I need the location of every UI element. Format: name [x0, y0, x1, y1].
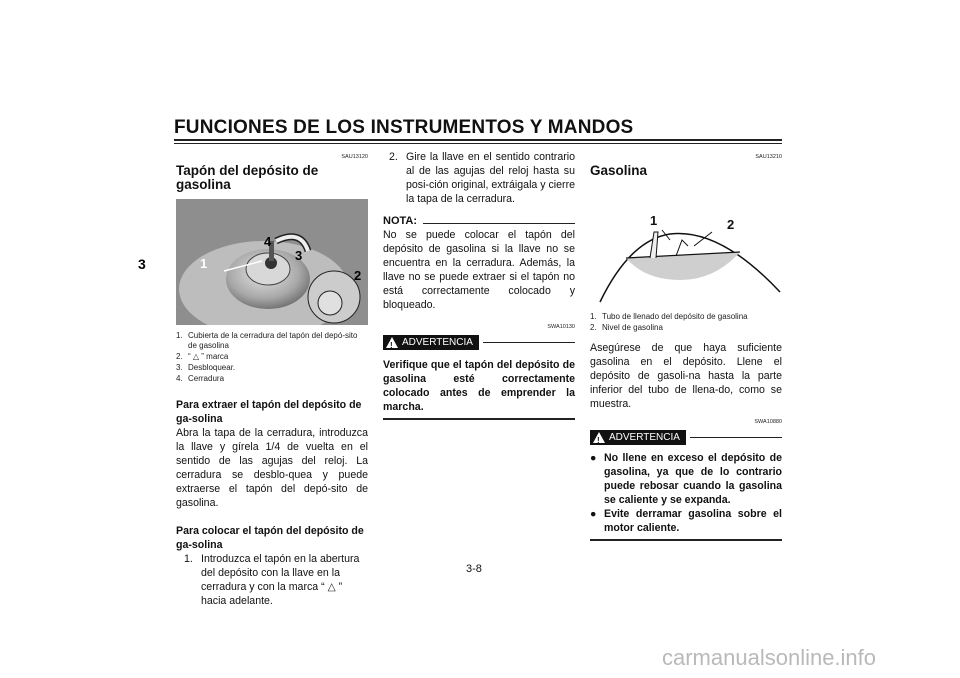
subheading-remove-cap: Para extraer el tapón del depósito de ga-solina — [176, 399, 362, 425]
note-heading: NOTA: — [383, 214, 575, 228]
section-code: SAU13210 — [755, 154, 782, 160]
caption-item: 4. Cerradura — [176, 374, 225, 383]
column-instructions — [383, 150, 575, 420]
figure-label-2: 2 — [727, 217, 735, 232]
section-title: Tapón del depósito de gasolina — [176, 163, 319, 192]
header-rule — [174, 139, 782, 141]
paragraph-remove-cap: Abra la tapa de la cerradura, introduzca la llave y gírela 1/4 de vuelta en el sentido de las agujas del reloj. La cerradura se desblo-quea y puede extraerse el tapón del depó-sito de gasolina. — [176, 427, 368, 509]
caption-item: 3. Desbloquear. — [176, 363, 236, 372]
warning-badge: ! ADVERTENCIA — [590, 430, 686, 445]
caption-item: 2. Nivel de gasolina — [590, 323, 663, 332]
warning-code: SWA10130 — [547, 324, 575, 330]
column-gasoline — [590, 150, 782, 541]
watermark: carmanualsonline.info — [662, 645, 877, 670]
warning-code: SWA10880 — [754, 419, 782, 425]
warning-heading — [590, 430, 782, 445]
warning-bullets — [590, 451, 782, 535]
column-fuel-cap — [176, 150, 368, 608]
step-2: 2. Gire la llave en el sentido contrario al de las agujas del reloj hasta su posi-ción original, extráigala y cierre la tapa de la cerradura. — [389, 151, 575, 205]
warning-end-rule — [383, 418, 575, 420]
section-title: Gasolina — [590, 163, 648, 178]
fuel-level-figure — [590, 184, 782, 308]
fuel-cap-figure — [176, 199, 368, 325]
figure-label-4: 4 — [264, 234, 272, 249]
fuel-tank-illustration — [590, 184, 782, 308]
caption-item: 1. Cubierta de la cerradura del tapón del depó-sito de gasolina — [176, 331, 358, 350]
note-text: No se puede colocar el tapón del depósito de gasolina si la llave no se encuentra en la cerradura. Además, la llave no se puede extraer si el tapón no está correctamente colocado y bloqueado. — [383, 229, 575, 311]
page-header-title: FUNCIONES DE LOS INSTRUMENTOS Y MANDOS — [174, 117, 634, 138]
caption-item: 2. “ △ ” marca — [176, 352, 229, 361]
subheading-install-cap: Para colocar el tapón del depósito de ga-solina — [176, 525, 364, 551]
warning-icon: ! — [386, 337, 398, 348]
warning-icon: ! — [593, 432, 605, 443]
page-number: 3-8 — [466, 563, 482, 575]
section-code: SAU13120 — [341, 154, 368, 160]
figure-label-1: 1 — [650, 213, 658, 228]
warning-bullet: ● No llene en exceso el depósito de gasolina, ya que de lo contrario puede rebosar cuando la gasolina se caliente y se expanda. — [590, 452, 782, 506]
step-1: 1. Introduzca el tapón en la abertura del depósito con la llave en la cerradura y con la marca “ △ ” hacia adelante. — [184, 553, 360, 607]
warning-end-rule — [590, 539, 782, 541]
warning-heading — [383, 335, 575, 350]
figure-label-3: 3 — [295, 248, 303, 263]
caption-item: 1. Tubo de llenado del depósito de gasolina — [590, 312, 748, 321]
paragraph-fuel: Asegúrese de que haya suficiente gasolina en el depósito. Llene el depósito de gasoli-na hasta la parte inferior del tubo de llena-do, como se muestra. — [590, 342, 782, 410]
figure-captions — [176, 331, 368, 384]
figure-label-1: 1 — [200, 256, 208, 271]
header-rule-thin — [174, 143, 782, 144]
warning-bullet: ● Evite derramar gasolina sobre el motor caliente. — [590, 508, 782, 534]
chapter-tab: 3 — [138, 256, 146, 272]
figure-label-2: 2 — [354, 268, 362, 283]
figure-captions — [590, 312, 782, 333]
warning-text: Verifique que el tapón del depósito de gasolina esté correctamente colocado antes de emprender la marcha. — [383, 359, 575, 413]
warning-badge: ! ADVERTENCIA — [383, 335, 479, 350]
